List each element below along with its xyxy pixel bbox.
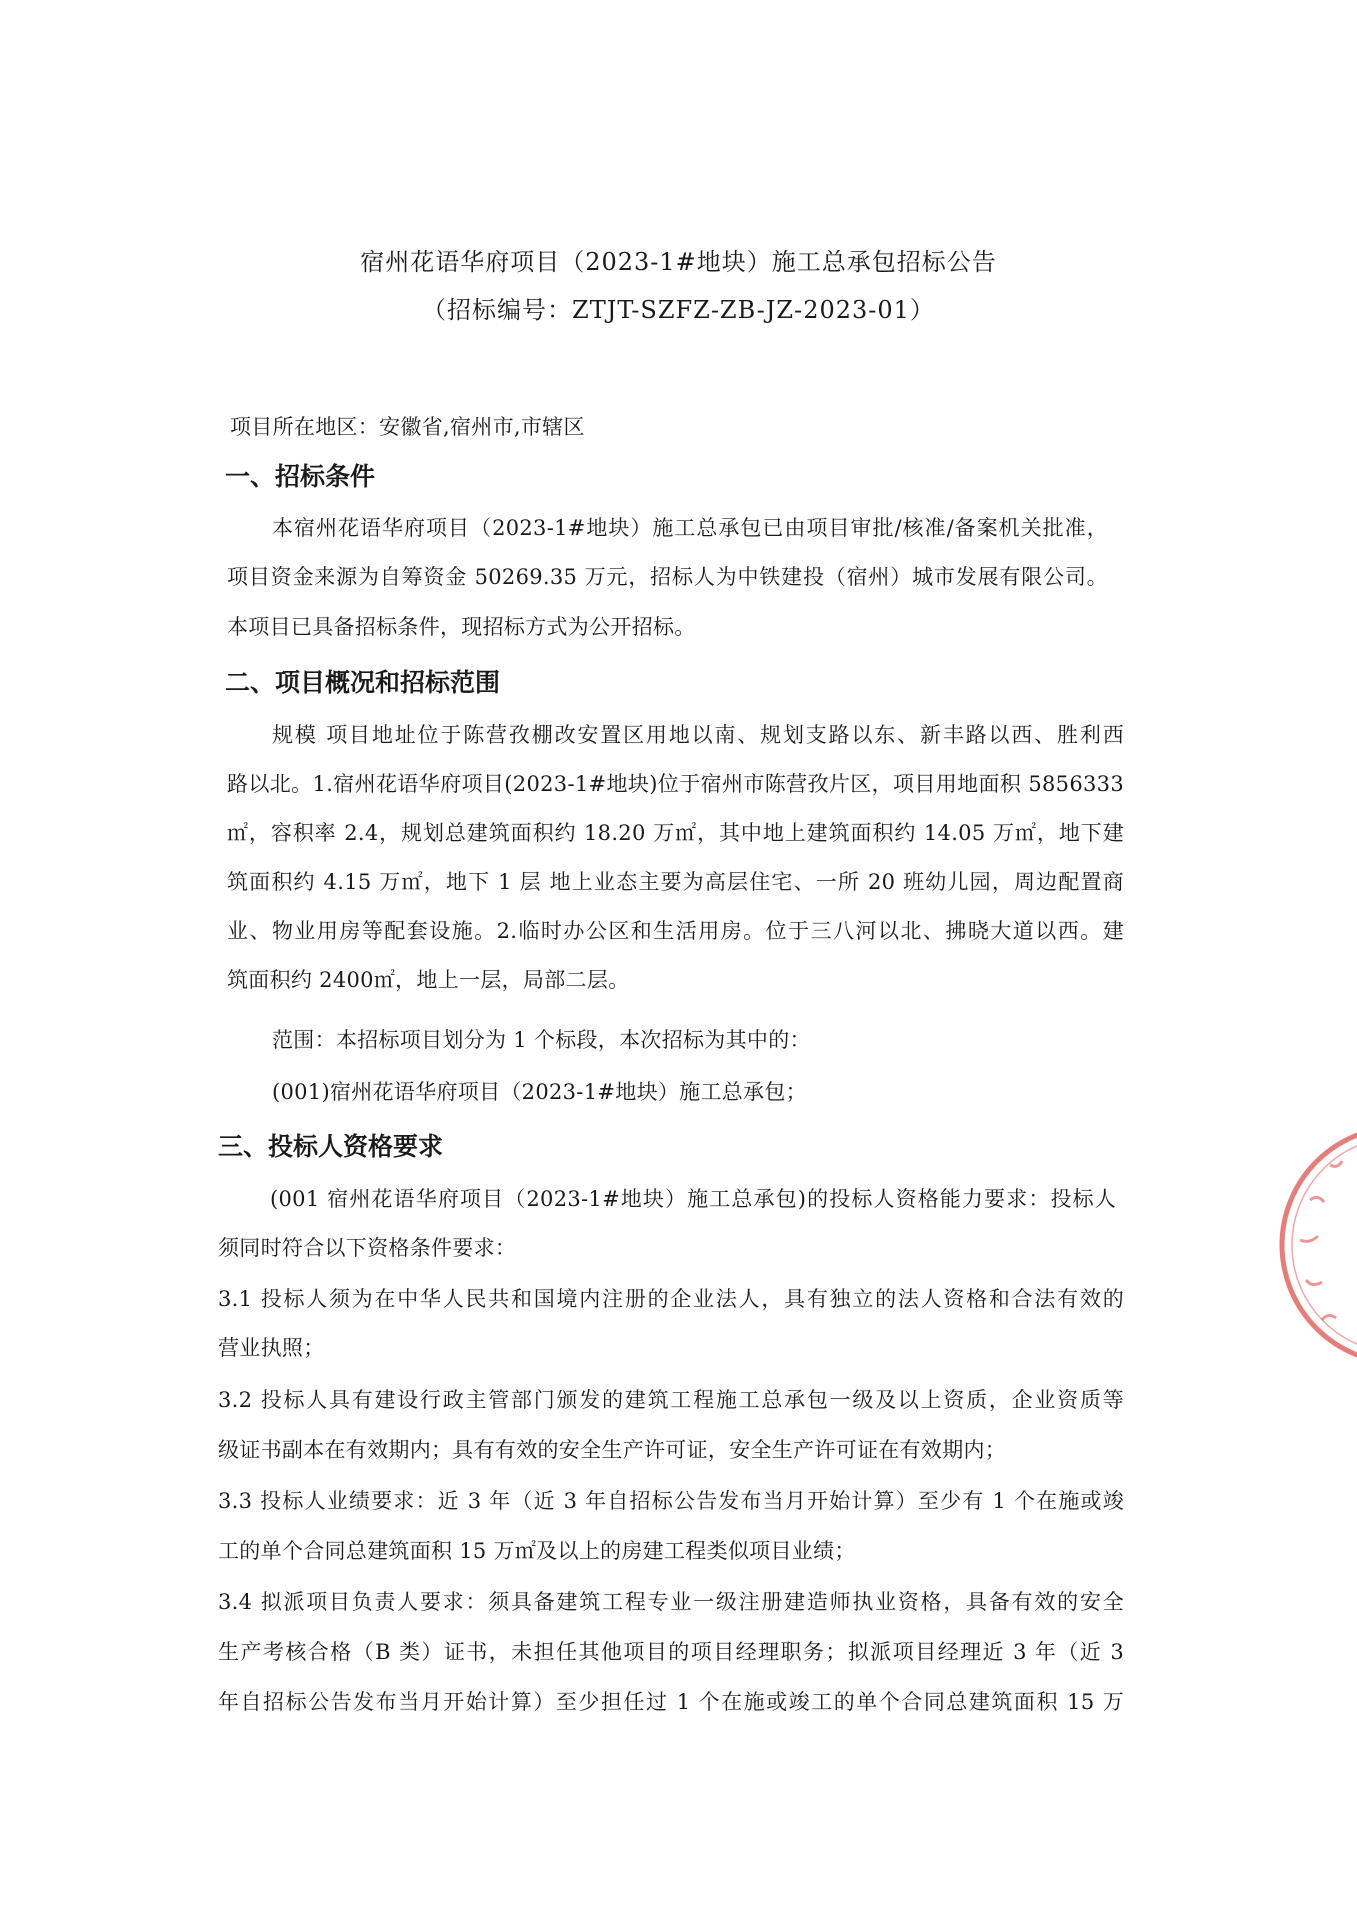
paragraph-line: 规模 项目地址位于陈营孜棚改安置区用地以南、规划支路以东、新丰路以西、胜利西 (272, 723, 1124, 747)
paragraph-line: 3.3 投标人业绩要求：近 3 年（近 3 年自招标公告发布当月开始计算）至少有 1 个在施或竣 (218, 1489, 1124, 1513)
paragraph-line: (001 宿州花语华府项目（2023-1#地块）施工总承包)的投标人资格能力要求：投标人 (270, 1187, 1116, 1211)
paragraph-line: 项目资金来源为自筹资金 50269.35 万元，招标人为中铁建投（宿州）城市发展有限公司。 (227, 565, 1108, 589)
section-heading: 一、招标条件 (225, 462, 376, 491)
paragraph-line: 筑面积约 4.15 万㎡，地下 1 层 地上业态主要为高层住宅、一所 20 班幼儿园，周边配置商 (227, 870, 1124, 894)
document-title: 宿州花语华府项目（2023-1#地块）施工总承包招标公告 (360, 248, 997, 276)
paragraph-line: ㎡，容积率 2.4，规划总建筑面积约 18.20 万㎡，其中地上建筑面积约 14.05 万㎡，地下建 (227, 821, 1124, 845)
paragraph-line: 级证书副本在有效期内；具有有效的安全生产许可证，安全生产许可证在有效期内； (218, 1438, 1007, 1462)
paragraph-line: 3.4 拟派项目负责人要求：须具备建筑工程专业一级注册建造师执业资格，具备有效的安全 (218, 1590, 1124, 1614)
paragraph-line: 筑面积约 2400㎡，地上一层，局部二层。 (227, 968, 630, 992)
paragraph-line: 生产考核合格（B 类）证书，未担任其他项目的项目经理职务；拟派项目经理近 3 年（近 3 (218, 1640, 1124, 1664)
paragraph-line: 范围：本招标项目划分为 1 个标段，本次招标为其中的： (272, 1028, 811, 1052)
paragraph-line: 本项目已具备招标条件，现招标方式为公开招标。 (227, 615, 696, 639)
project-region: 项目所在地区：安徽省,宿州市,市辖区 (230, 415, 585, 439)
document-subtitle: （招标编号：ZTJT-SZFZ-ZB-JZ-2023-01） (422, 296, 935, 324)
paragraph-line: 3.2 投标人具有建设行政主管部门颁发的建筑工程施工总承包一级及以上资质，企业资质等 (218, 1388, 1124, 1412)
section-heading: 二、项目概况和招标范围 (225, 668, 501, 697)
paragraph-line: 路以北。1.宿州花语华府项目(2023-1#地块)位于宿州市陈营孜片区，项目用地面积 5856333 (227, 772, 1124, 796)
paragraph-line: 工的单个合同总建筑面积 15 万㎡及以上的房建工程类似项目业绩； (218, 1539, 856, 1563)
paragraph-line: 营业执照； (218, 1336, 325, 1360)
paragraph-line: 本宿州花语华府项目（2023-1#地块）施工总承包已由项目审批/核准/备案机关批准， (272, 516, 1108, 540)
paragraph-line: 业、物业用房等配套设施。2.临时办公区和生活用房。位于三八河以北、拂晓大道以西。建 (227, 919, 1124, 943)
section-heading: 三、投标人资格要求 (218, 1132, 444, 1161)
official-seal-stamp (1270, 1120, 1357, 1370)
paragraph-line: 年自招标公告发布当月开始计算）至少担任过 1 个在施或竣工的单个合同总建筑面积 15 万 (218, 1690, 1124, 1714)
paragraph-line: 须同时符合以下资格条件要求： (218, 1236, 517, 1260)
paragraph-line: 3.1 投标人须为在中华人民共和国境内注册的企业法人，具有独立的法人资格和合法有效的 (218, 1287, 1124, 1311)
paragraph-line: (001)宿州花语华府项目（2023-1#地块）施工总承包； (272, 1080, 807, 1104)
